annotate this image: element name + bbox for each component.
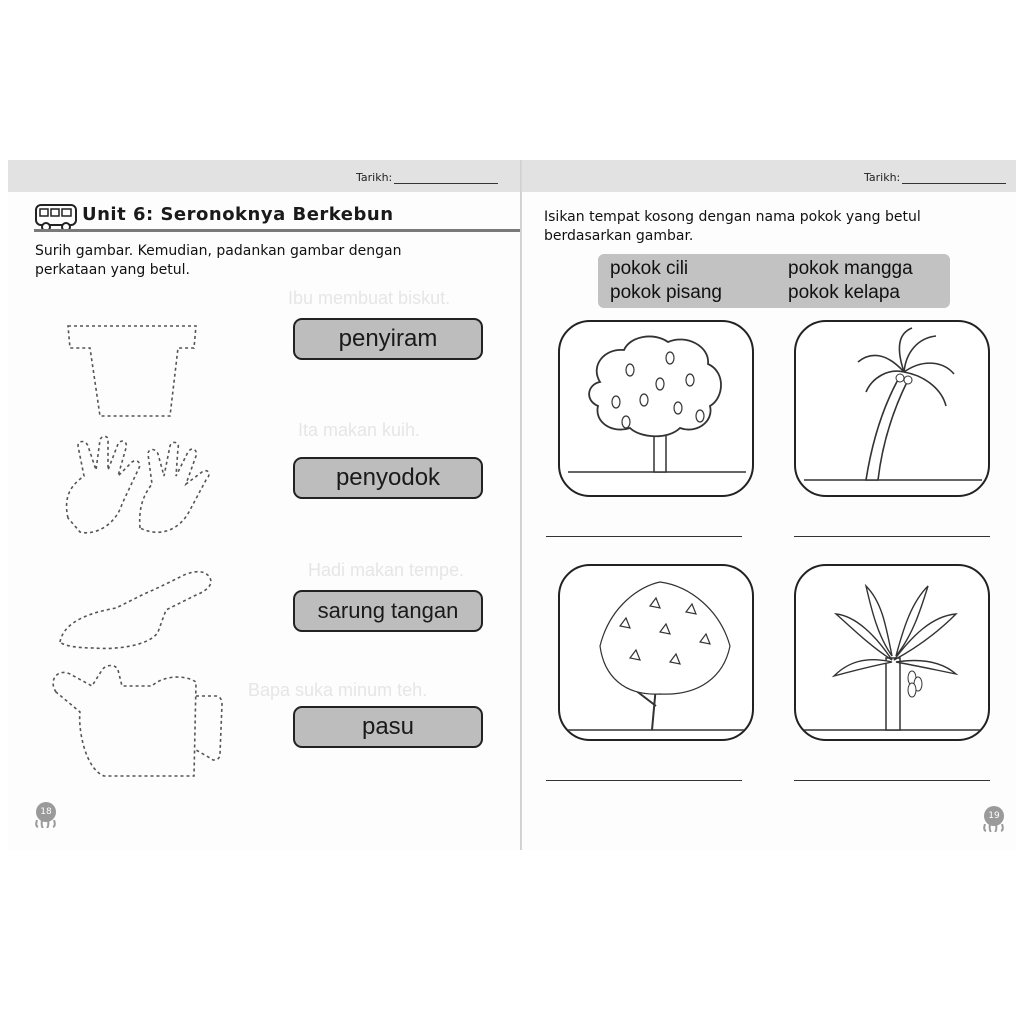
page-number: 18 [36, 802, 56, 822]
left-header-band [8, 160, 520, 192]
date-line[interactable] [902, 183, 1006, 184]
word-bank-item: pokok mangga [788, 258, 913, 279]
trowel-trace [54, 562, 224, 652]
instruction-line: Surih gambar. Kemudian, padankan gambar dengan [35, 243, 402, 259]
watering-can-trace [44, 656, 228, 780]
ghost-text: Hadi makan tempe. [308, 560, 465, 580]
page-number: 19 [984, 806, 1004, 826]
word-box-sarung-tangan[interactable]: sarung tangan [293, 590, 483, 632]
date-label: Tarikh: [864, 171, 901, 184]
word-bank [598, 254, 950, 308]
answer-line-1[interactable] [546, 536, 742, 537]
ghost-text: Ibu membuat biskut. [288, 288, 451, 308]
right-header-band [522, 160, 1016, 192]
answer-line-2[interactable] [794, 536, 990, 537]
instruction-line: perkataan yang betul. [35, 262, 190, 278]
coconut-tree-picture [794, 320, 990, 497]
word-bank-item: pokok kelapa [788, 282, 900, 303]
answer-line-4[interactable] [794, 780, 990, 781]
word-box-penyodok[interactable]: penyodok [293, 457, 483, 499]
ghost-text: Bapa suka minum teh. [248, 680, 428, 700]
date-label: Tarikh: [356, 171, 393, 184]
instruction-line: berdasarkan gambar. [544, 228, 694, 244]
ghost-text: Ita makan kuih. [298, 420, 421, 440]
mango-tree-picture [558, 320, 754, 497]
octopus-icon [34, 820, 58, 828]
instruction-line: Isikan tempat kosong dengan nama pokok yang betul [544, 209, 921, 225]
gloves-trace [56, 432, 216, 542]
answer-line-3[interactable] [546, 780, 742, 781]
octopus-icon [982, 824, 1006, 832]
chili-tree-picture [558, 564, 754, 741]
title-rule [34, 229, 520, 232]
unit-title: Unit 6: Seronoknya Berkebun [82, 204, 394, 225]
word-bank-item: pokok pisang [610, 282, 722, 303]
banana-tree-picture [794, 564, 990, 741]
word-box-pasu[interactable]: pasu [293, 706, 483, 748]
date-line[interactable] [394, 183, 498, 184]
word-box-penyiram[interactable]: penyiram [293, 318, 483, 360]
right-page [522, 160, 1016, 850]
flower-pot-trace [58, 318, 208, 420]
left-page [8, 160, 520, 850]
word-bank-item: pokok cili [610, 258, 689, 279]
